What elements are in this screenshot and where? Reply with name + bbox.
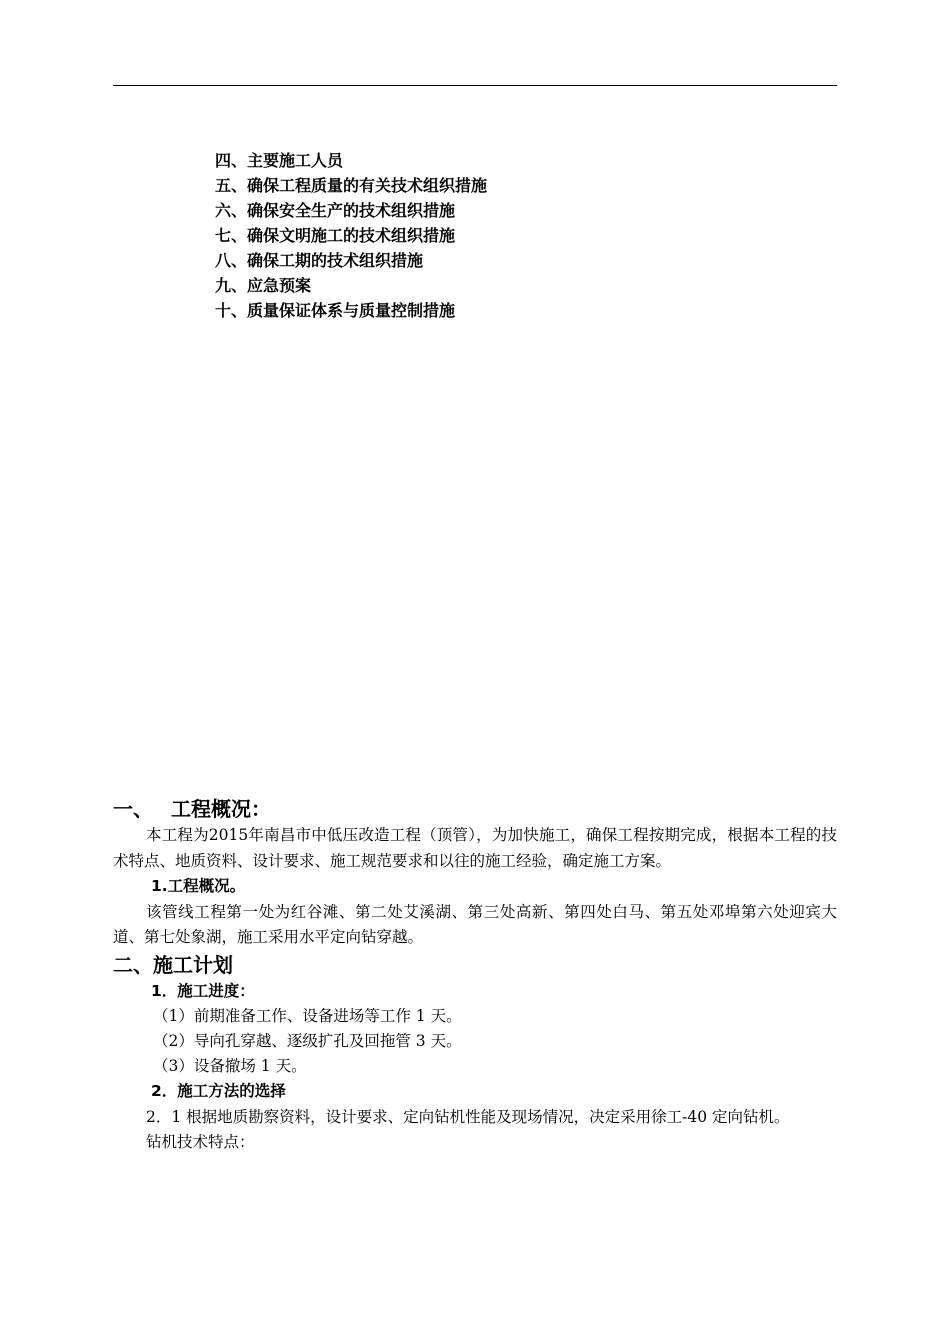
section-1-heading: [113, 795, 837, 823]
section-1-number: 一、: [113, 797, 153, 821]
section-2-sub2-title: 2．施工方法的选择: [151, 1082, 286, 1100]
toc-item-6: 六、确保安全生产的技术组织措施: [215, 201, 456, 220]
section-1-intro: 本工程为2015年南昌市中低压改造工程（顶管），为加快施工，确保工程按期完成，根据本工程的技术特点、地质资料、设计要求、施工规范要求和以往的施工经验，确定施工方案。: [113, 826, 837, 870]
toc-item-8: 八、确保工期的技术组织措施: [215, 251, 424, 270]
header-rule: [113, 85, 837, 86]
section-1-title: 工程概况：: [171, 797, 271, 821]
toc-item-10: 十、质量保证体系与质量控制措施: [215, 301, 456, 320]
section-2-heading: 二、施工计划: [113, 952, 233, 977]
section-2-sub2-text: 2．1 根据地质勘察资料，设计要求、定向钻机性能及现场情况，决定采用徐工-40 定向钻机。: [146, 1107, 790, 1126]
toc-item-5: 五、确保工程质量的有关技术组织措施: [215, 176, 488, 195]
section-1-sub1-title: 1.工程概况。: [151, 877, 246, 895]
document-body: [113, 795, 837, 1156]
toc-item-4: 四、主要施工人员: [215, 151, 344, 170]
schedule-item-2: （2）导向孔穿越、逐级扩孔及回拖管 3 天。: [153, 1032, 462, 1050]
schedule-item-1: （1）前期准备工作、设备进场等工作 1 天。: [153, 1007, 462, 1025]
drill-features-label: 钻机技术特点：: [146, 1133, 255, 1151]
section-1-sub1-text: 该管线工程第一处为红谷滩、第二处艾溪湖、第三处高新、第四处白马、第五处邓埠第六处迎宾大道、第七处象湖，施工采用水平定向钻穿越。: [113, 902, 837, 946]
toc-item-7: 七、确保文明施工的技术组织措施: [215, 226, 456, 245]
schedule-item-3: （3）设备撤场 1 天。: [153, 1057, 307, 1075]
toc-item-9: 九、应急预案: [215, 276, 312, 295]
section-2-sub1-title: 1．施工进度：: [151, 981, 255, 1000]
table-of-contents: [215, 148, 775, 323]
